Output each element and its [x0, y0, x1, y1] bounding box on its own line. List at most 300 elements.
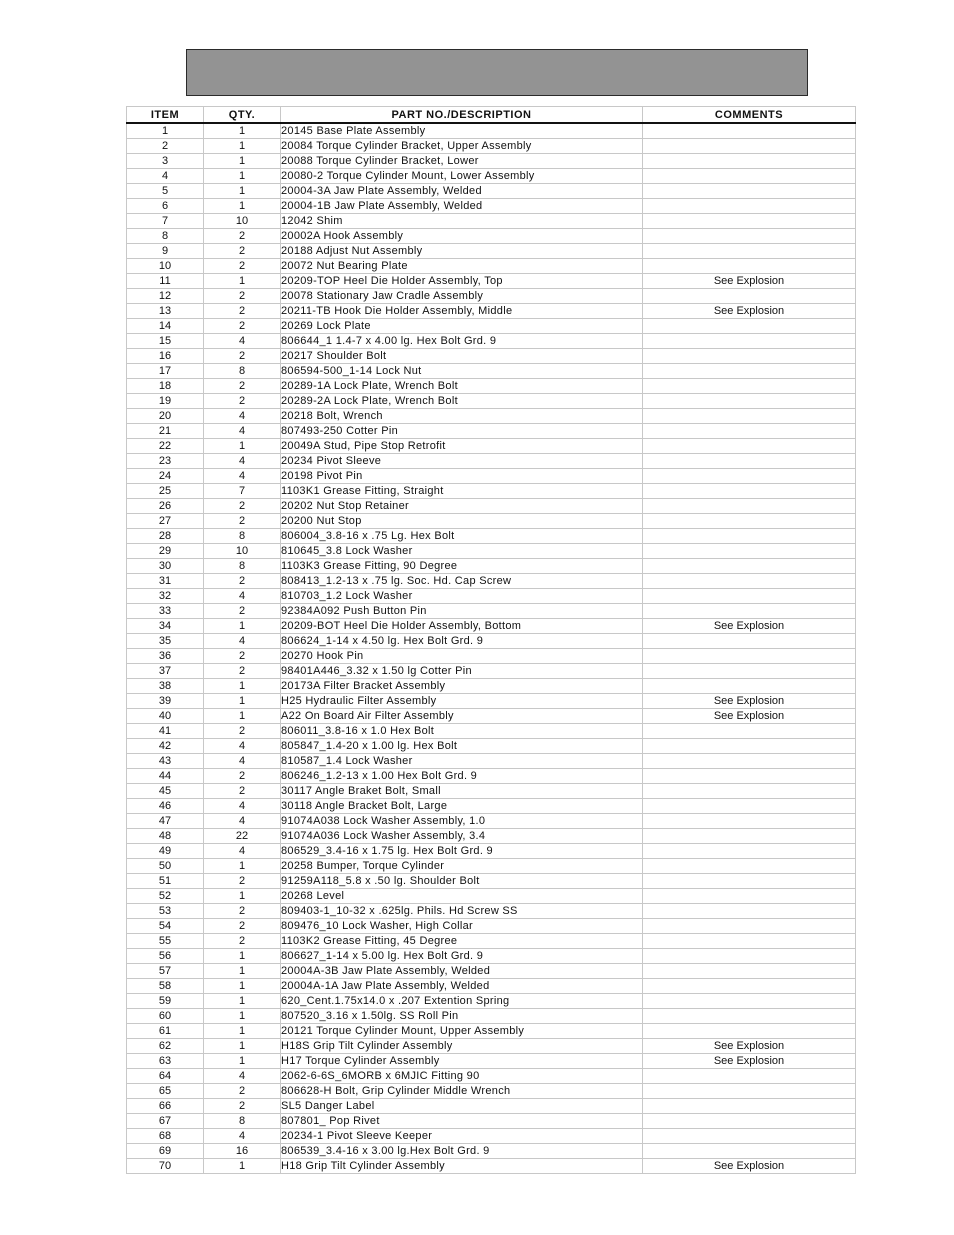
part-description-cell: 805847_1.4-20 x 1.00 lg. Hex Bolt: [281, 739, 643, 754]
comments-cell: [643, 244, 856, 259]
part-description-cell: 809403-1_10-32 x .625lg. Phils. Hd Screw SS: [281, 904, 643, 919]
table-row: [127, 994, 856, 1009]
item-number-cell: 39: [127, 694, 204, 709]
quantity-cell: 4: [204, 814, 281, 829]
part-description-cell: 20270 Hook Pin: [281, 649, 643, 664]
quantity-cell: 4: [204, 754, 281, 769]
item-number-cell: 47: [127, 814, 204, 829]
item-number-cell: 4: [127, 169, 204, 184]
table-row: [127, 1054, 856, 1069]
comments-cell: [643, 649, 856, 664]
part-description-cell: 1103K2 Grease Fitting, 45 Degree: [281, 934, 643, 949]
part-description-cell: 810645_3.8 Lock Washer: [281, 544, 643, 559]
table-row: [127, 529, 856, 544]
part-description-cell: 91259A118_5.8 x .50 lg. Shoulder Bolt: [281, 874, 643, 889]
part-description-cell: 806594-500_1-14 Lock Nut: [281, 364, 643, 379]
item-number-cell: 17: [127, 364, 204, 379]
part-description-cell: 806539_3.4-16 x 3.00 lg.Hex Bolt Grd. 9: [281, 1144, 643, 1159]
part-description-cell: 20072 Nut Bearing Plate: [281, 259, 643, 274]
part-description-cell: 20211-TB Hook Die Holder Assembly, Middle: [281, 304, 643, 319]
part-description-cell: H25 Hydraulic Filter Assembly: [281, 694, 643, 709]
item-number-cell: 8: [127, 229, 204, 244]
comments-cell: [643, 994, 856, 1009]
table-row: [127, 289, 856, 304]
table-row: [127, 814, 856, 829]
comments-cell: [643, 724, 856, 739]
item-number-cell: 6: [127, 199, 204, 214]
table-row: [127, 709, 856, 724]
part-description-cell: 806624_1-14 x 4.50 lg. Hex Bolt Grd. 9: [281, 634, 643, 649]
comments-cell: [643, 679, 856, 694]
table-row: [127, 229, 856, 244]
parts-list-table: [126, 106, 856, 1174]
part-description-cell: SL5 Danger Label: [281, 1099, 643, 1114]
item-number-cell: 56: [127, 949, 204, 964]
comments-cell: [643, 319, 856, 334]
comments-cell: [643, 889, 856, 904]
quantity-cell: 2: [204, 1084, 281, 1099]
table-row: [127, 784, 856, 799]
part-description-cell: 806628-H Bolt, Grip Cylinder Middle Wrench: [281, 1084, 643, 1099]
part-description-cell: 2062-6-6S_6MORB x 6MJIC Fitting 90: [281, 1069, 643, 1084]
item-number-cell: 60: [127, 1009, 204, 1024]
table-row: [127, 1069, 856, 1084]
item-number-cell: 11: [127, 274, 204, 289]
item-number-cell: 65: [127, 1084, 204, 1099]
table-row: [127, 829, 856, 844]
table-row: [127, 334, 856, 349]
quantity-cell: 1: [204, 1024, 281, 1039]
item-number-cell: 42: [127, 739, 204, 754]
table-row: [127, 904, 856, 919]
quantity-cell: 4: [204, 589, 281, 604]
column-header-comments: COMMENTS: [643, 107, 856, 124]
comments-cell: See Explosion: [643, 619, 856, 634]
item-number-cell: 26: [127, 499, 204, 514]
quantity-cell: 1: [204, 949, 281, 964]
quantity-cell: 8: [204, 559, 281, 574]
quantity-cell: 7: [204, 484, 281, 499]
comments-cell: [643, 229, 856, 244]
part-description-cell: 20209-TOP Heel Die Holder Assembly, Top: [281, 274, 643, 289]
part-description-cell: 20209-BOT Heel Die Holder Assembly, Bottom: [281, 619, 643, 634]
part-description-cell: 806644_1 1.4-7 x 4.00 lg. Hex Bolt Grd. 9: [281, 334, 643, 349]
table-row: [127, 799, 856, 814]
comments-cell: [643, 829, 856, 844]
table-row: [127, 634, 856, 649]
table-row: [127, 739, 856, 754]
quantity-cell: 4: [204, 1129, 281, 1144]
part-description-cell: 806627_1-14 x 5.00 lg. Hex Bolt Grd. 9: [281, 949, 643, 964]
comments-cell: [643, 184, 856, 199]
comments-cell: [643, 379, 856, 394]
quantity-cell: 2: [204, 904, 281, 919]
comments-cell: [643, 859, 856, 874]
quantity-cell: 2: [204, 394, 281, 409]
item-number-cell: 19: [127, 394, 204, 409]
item-number-cell: 37: [127, 664, 204, 679]
part-description-cell: 20269 Lock Plate: [281, 319, 643, 334]
item-number-cell: 41: [127, 724, 204, 739]
part-description-cell: 20234 Pivot Sleeve: [281, 454, 643, 469]
item-number-cell: 69: [127, 1144, 204, 1159]
table-row: [127, 1009, 856, 1024]
item-number-cell: 15: [127, 334, 204, 349]
part-description-cell: 20002A Hook Assembly: [281, 229, 643, 244]
item-number-cell: 14: [127, 319, 204, 334]
comments-cell: [643, 559, 856, 574]
comments-cell: [643, 934, 856, 949]
comments-cell: [643, 769, 856, 784]
part-description-cell: 20004A-3B Jaw Plate Assembly, Welded: [281, 964, 643, 979]
quantity-cell: 1: [204, 889, 281, 904]
part-description-cell: H18 Grip Tilt Cylinder Assembly: [281, 1159, 643, 1174]
table-row: [127, 349, 856, 364]
quantity-cell: 1: [204, 709, 281, 724]
table-row: [127, 364, 856, 379]
item-number-cell: 70: [127, 1159, 204, 1174]
comments-cell: [643, 499, 856, 514]
part-description-cell: 806529_3.4-16 x 1.75 lg. Hex Bolt Grd. 9: [281, 844, 643, 859]
quantity-cell: 1: [204, 694, 281, 709]
comments-cell: [643, 1129, 856, 1144]
item-number-cell: 61: [127, 1024, 204, 1039]
part-description-cell: 20217 Shoulder Bolt: [281, 349, 643, 364]
comments-cell: [643, 409, 856, 424]
part-description-cell: 20218 Bolt, Wrench: [281, 409, 643, 424]
comments-cell: [643, 874, 856, 889]
quantity-cell: 1: [204, 199, 281, 214]
item-number-cell: 38: [127, 679, 204, 694]
quantity-cell: 1: [204, 1054, 281, 1069]
item-number-cell: 30: [127, 559, 204, 574]
comments-cell: [643, 364, 856, 379]
item-number-cell: 51: [127, 874, 204, 889]
item-number-cell: 46: [127, 799, 204, 814]
quantity-cell: 1: [204, 859, 281, 874]
quantity-cell: 2: [204, 229, 281, 244]
item-number-cell: 68: [127, 1129, 204, 1144]
part-description-cell: 810587_1.4 Lock Washer: [281, 754, 643, 769]
comments-cell: [643, 1024, 856, 1039]
table-row: [127, 499, 856, 514]
comments-cell: [643, 949, 856, 964]
quantity-cell: 1: [204, 964, 281, 979]
item-number-cell: 16: [127, 349, 204, 364]
table-row: [127, 169, 856, 184]
table-body: [127, 123, 856, 1174]
quantity-cell: 8: [204, 1114, 281, 1129]
table-row: [127, 454, 856, 469]
comments-cell: [643, 799, 856, 814]
part-description-cell: 808413_1.2-13 x .75 lg. Soc. Hd. Cap Screw: [281, 574, 643, 589]
part-description-cell: 20268 Level: [281, 889, 643, 904]
table-row: [127, 469, 856, 484]
part-description-cell: 20004-3A Jaw Plate Assembly, Welded: [281, 184, 643, 199]
comments-cell: See Explosion: [643, 709, 856, 724]
table-row: [127, 874, 856, 889]
comments-cell: [643, 664, 856, 679]
item-number-cell: 13: [127, 304, 204, 319]
table-row: [127, 154, 856, 169]
quantity-cell: 1: [204, 979, 281, 994]
part-description-cell: 1103K1 Grease Fitting, Straight: [281, 484, 643, 499]
comments-cell: [643, 214, 856, 229]
part-description-cell: 20078 Stationary Jaw Cradle Assembly: [281, 289, 643, 304]
item-number-cell: 18: [127, 379, 204, 394]
quantity-cell: 4: [204, 334, 281, 349]
comments-cell: See Explosion: [643, 1054, 856, 1069]
table-row: [127, 304, 856, 319]
item-number-cell: 49: [127, 844, 204, 859]
comments-cell: [643, 289, 856, 304]
comments-cell: [643, 514, 856, 529]
comments-cell: [643, 259, 856, 274]
comments-cell: [643, 589, 856, 604]
comments-cell: [643, 1009, 856, 1024]
quantity-cell: 1: [204, 274, 281, 289]
comments-cell: [643, 454, 856, 469]
table-row: [127, 319, 856, 334]
comments-cell: See Explosion: [643, 1039, 856, 1054]
table-row: [127, 514, 856, 529]
comments-cell: [643, 964, 856, 979]
item-number-cell: 24: [127, 469, 204, 484]
quantity-cell: 4: [204, 424, 281, 439]
quantity-cell: 4: [204, 409, 281, 424]
quantity-cell: 22: [204, 829, 281, 844]
comments-cell: [643, 199, 856, 214]
header-banner: [186, 49, 808, 96]
quantity-cell: 1: [204, 1159, 281, 1174]
item-number-cell: 2: [127, 139, 204, 154]
comments-cell: See Explosion: [643, 304, 856, 319]
table-row: [127, 1084, 856, 1099]
item-number-cell: 22: [127, 439, 204, 454]
quantity-cell: 1: [204, 154, 281, 169]
item-number-cell: 62: [127, 1039, 204, 1054]
comments-cell: [643, 844, 856, 859]
table-row: [127, 379, 856, 394]
part-description-cell: 20258 Bumper, Torque Cylinder: [281, 859, 643, 874]
comments-cell: [643, 154, 856, 169]
part-description-cell: 20004-1B Jaw Plate Assembly, Welded: [281, 199, 643, 214]
table-row: [127, 439, 856, 454]
comments-cell: [643, 1084, 856, 1099]
part-description-cell: 806004_3.8-16 x .75 Lg. Hex Bolt: [281, 529, 643, 544]
item-number-cell: 5: [127, 184, 204, 199]
quantity-cell: 2: [204, 874, 281, 889]
item-number-cell: 44: [127, 769, 204, 784]
table-row: [127, 184, 856, 199]
part-description-cell: 20004A-1A Jaw Plate Assembly, Welded: [281, 979, 643, 994]
quantity-cell: 4: [204, 799, 281, 814]
quantity-cell: 2: [204, 304, 281, 319]
comments-cell: [643, 349, 856, 364]
quantity-cell: 2: [204, 514, 281, 529]
item-number-cell: 34: [127, 619, 204, 634]
comments-cell: [643, 604, 856, 619]
table-row: [127, 769, 856, 784]
table-row: [127, 139, 856, 154]
quantity-cell: 2: [204, 259, 281, 274]
part-description-cell: 20188 Adjust Nut Assembly: [281, 244, 643, 259]
table-row: [127, 754, 856, 769]
item-number-cell: 9: [127, 244, 204, 259]
item-number-cell: 25: [127, 484, 204, 499]
part-description-cell: 20080-2 Torque Cylinder Mount, Lower Assembly: [281, 169, 643, 184]
comments-cell: [643, 139, 856, 154]
quantity-cell: 8: [204, 529, 281, 544]
item-number-cell: 45: [127, 784, 204, 799]
table-row: [127, 1099, 856, 1114]
comments-cell: See Explosion: [643, 1159, 856, 1174]
table-row: [127, 724, 856, 739]
part-description-cell: H18S Grip Tilt Cylinder Assembly: [281, 1039, 643, 1054]
column-header-item: ITEM: [127, 107, 204, 124]
quantity-cell: 10: [204, 544, 281, 559]
quantity-cell: 2: [204, 769, 281, 784]
quantity-cell: 2: [204, 649, 281, 664]
table-row: [127, 589, 856, 604]
quantity-cell: 2: [204, 934, 281, 949]
comments-cell: [643, 1069, 856, 1084]
item-number-cell: 31: [127, 574, 204, 589]
comments-cell: [643, 544, 856, 559]
part-description-cell: 91074A036 Lock Washer Assembly, 3.4: [281, 829, 643, 844]
part-description-cell: 91074A038 Lock Washer Assembly, 1.0: [281, 814, 643, 829]
part-description-cell: 20234-1 Pivot Sleeve Keeper: [281, 1129, 643, 1144]
quantity-cell: 2: [204, 919, 281, 934]
comments-cell: [643, 634, 856, 649]
item-number-cell: 66: [127, 1099, 204, 1114]
item-number-cell: 35: [127, 634, 204, 649]
table-header-row: [127, 107, 856, 124]
table-row: [127, 424, 856, 439]
table-row: [127, 964, 856, 979]
item-number-cell: 59: [127, 994, 204, 1009]
part-description-cell: 807493-250 Cotter Pin: [281, 424, 643, 439]
table-row: [127, 274, 856, 289]
part-description-cell: 810703_1.2 Lock Washer: [281, 589, 643, 604]
comments-cell: [643, 979, 856, 994]
part-description-cell: 20049A Stud, Pipe Stop Retrofit: [281, 439, 643, 454]
quantity-cell: 1: [204, 184, 281, 199]
column-header-qty: QTY.: [204, 107, 281, 124]
item-number-cell: 48: [127, 829, 204, 844]
comments-cell: See Explosion: [643, 694, 856, 709]
quantity-cell: 10: [204, 214, 281, 229]
comments-cell: [643, 919, 856, 934]
part-description-cell: 809476_10 Lock Washer, High Collar: [281, 919, 643, 934]
comments-cell: [643, 739, 856, 754]
item-number-cell: 57: [127, 964, 204, 979]
table-row: [127, 1144, 856, 1159]
item-number-cell: 32: [127, 589, 204, 604]
item-number-cell: 53: [127, 904, 204, 919]
quantity-cell: 16: [204, 1144, 281, 1159]
item-number-cell: 43: [127, 754, 204, 769]
table-row: [127, 1114, 856, 1129]
table-row: [127, 889, 856, 904]
part-description-cell: 20088 Torque Cylinder Bracket, Lower: [281, 154, 643, 169]
quantity-cell: 2: [204, 1099, 281, 1114]
table-row: [127, 859, 856, 874]
table-row: [127, 604, 856, 619]
quantity-cell: 1: [204, 169, 281, 184]
part-description-cell: 807801_ Pop Rivet: [281, 1114, 643, 1129]
quantity-cell: 2: [204, 499, 281, 514]
table-row: [127, 919, 856, 934]
quantity-cell: 2: [204, 379, 281, 394]
part-description-cell: 20173A Filter Bracket Assembly: [281, 679, 643, 694]
comments-cell: [643, 123, 856, 139]
part-description-cell: 20200 Nut Stop: [281, 514, 643, 529]
item-number-cell: 63: [127, 1054, 204, 1069]
table-row: [127, 694, 856, 709]
part-description-cell: 98401A446_3.32 x 1.50 lg Cotter Pin: [281, 664, 643, 679]
item-number-cell: 33: [127, 604, 204, 619]
quantity-cell: 1: [204, 1039, 281, 1054]
item-number-cell: 10: [127, 259, 204, 274]
item-number-cell: 58: [127, 979, 204, 994]
quantity-cell: 4: [204, 844, 281, 859]
comments-cell: [643, 904, 856, 919]
part-description-cell: 92384A092 Push Button Pin: [281, 604, 643, 619]
item-number-cell: 40: [127, 709, 204, 724]
comments-cell: [643, 469, 856, 484]
table-row: [127, 484, 856, 499]
part-description-cell: H17 Torque Cylinder Assembly: [281, 1054, 643, 1069]
table-row: [127, 949, 856, 964]
table-row: [127, 409, 856, 424]
quantity-cell: 1: [204, 139, 281, 154]
comments-cell: See Explosion: [643, 274, 856, 289]
comments-cell: [643, 334, 856, 349]
comments-cell: [643, 1144, 856, 1159]
item-number-cell: 3: [127, 154, 204, 169]
table-row: [127, 619, 856, 634]
item-number-cell: 7: [127, 214, 204, 229]
quantity-cell: 1: [204, 679, 281, 694]
quantity-cell: 2: [204, 289, 281, 304]
quantity-cell: 4: [204, 1069, 281, 1084]
quantity-cell: 2: [204, 784, 281, 799]
table-row: [127, 934, 856, 949]
part-description-cell: 620_Cent.1.75x14.0 x .207 Extention Spring: [281, 994, 643, 1009]
quantity-cell: 2: [204, 319, 281, 334]
part-description-cell: 20121 Torque Cylinder Mount, Upper Assembly: [281, 1024, 643, 1039]
comments-cell: [643, 574, 856, 589]
table-row: [127, 1024, 856, 1039]
quantity-cell: 4: [204, 739, 281, 754]
item-number-cell: 64: [127, 1069, 204, 1084]
item-number-cell: 52: [127, 889, 204, 904]
part-description-cell: 20202 Nut Stop Retainer: [281, 499, 643, 514]
comments-cell: [643, 394, 856, 409]
item-number-cell: 67: [127, 1114, 204, 1129]
item-number-cell: 54: [127, 919, 204, 934]
comments-cell: [643, 814, 856, 829]
part-description-cell: 20198 Pivot Pin: [281, 469, 643, 484]
comments-cell: [643, 424, 856, 439]
part-description-cell: 20084 Torque Cylinder Bracket, Upper Assembly: [281, 139, 643, 154]
quantity-cell: 8: [204, 364, 281, 379]
table-row: [127, 259, 856, 274]
quantity-cell: 2: [204, 724, 281, 739]
part-description-cell: 806246_1.2-13 x 1.00 Hex Bolt Grd. 9: [281, 769, 643, 784]
part-description-cell: 806011_3.8-16 x 1.0 Hex Bolt: [281, 724, 643, 739]
